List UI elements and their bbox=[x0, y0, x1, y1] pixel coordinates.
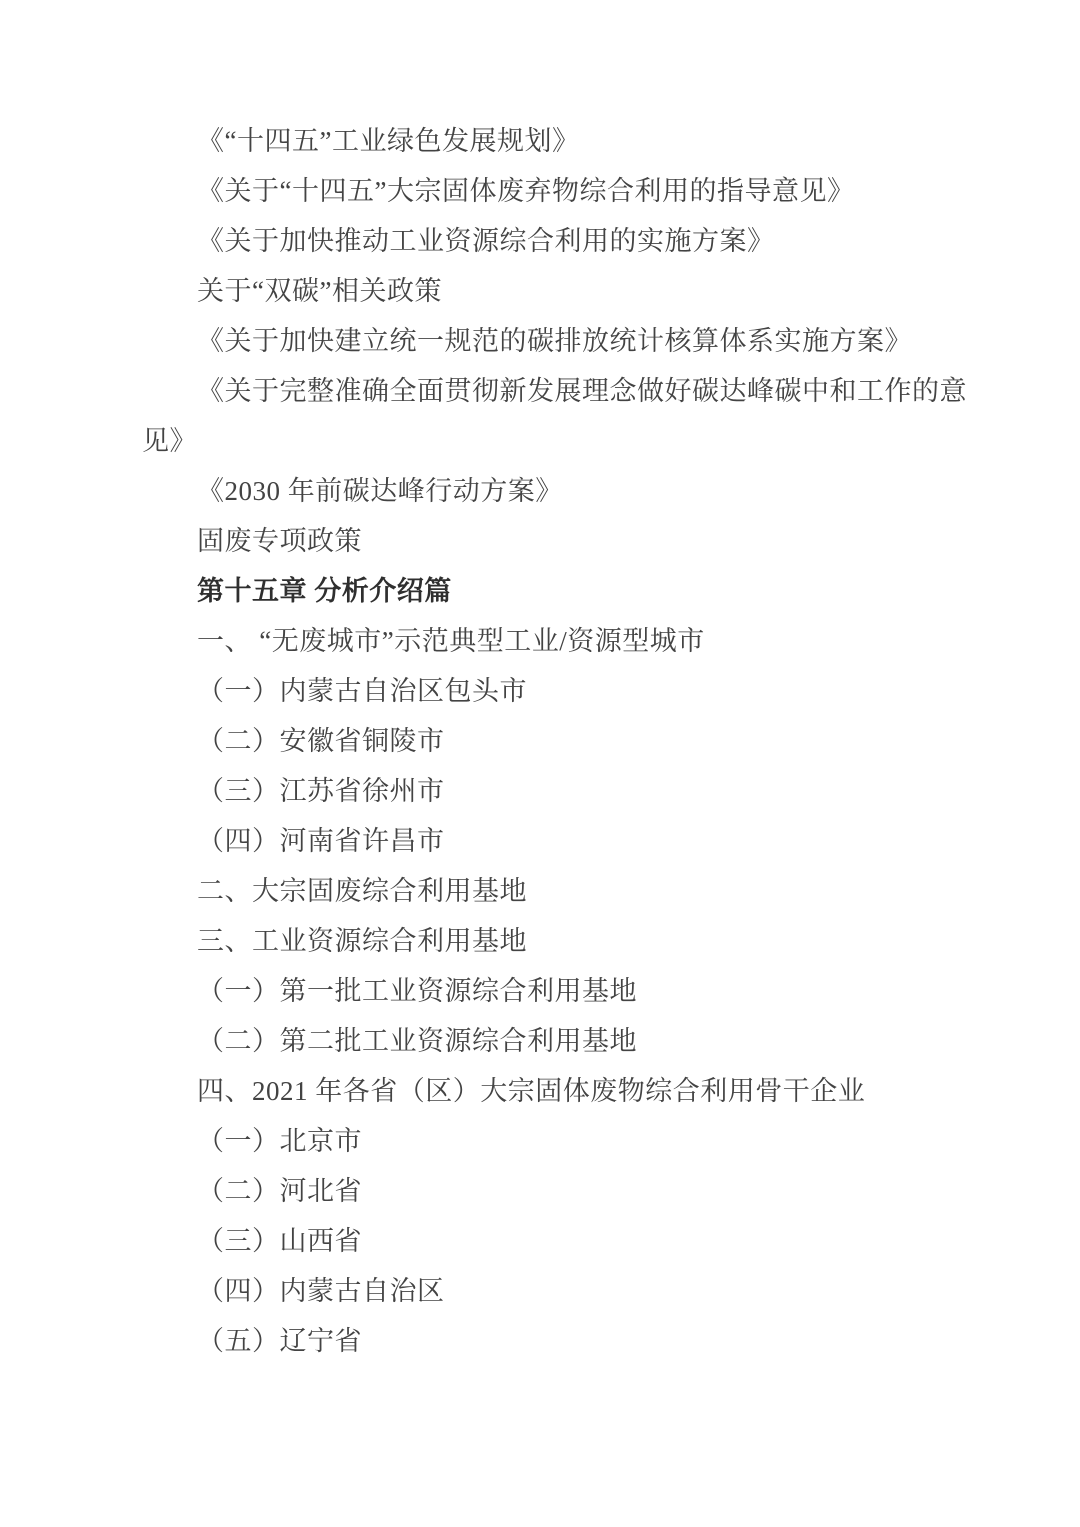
document-line: 关于“双碳”相关政策 bbox=[197, 276, 442, 306]
document-line: 《2030 年前碳达峰行动方案》 bbox=[197, 476, 563, 506]
document-line: （二）第二批工业资源综合利用基地 bbox=[197, 1026, 637, 1056]
document-line: 一、 “无废城市”示范典型工业/资源型城市 bbox=[197, 626, 705, 656]
document-line: （三）山西省 bbox=[197, 1226, 362, 1256]
document-line: （三）江苏省徐州市 bbox=[197, 776, 445, 806]
toc-text-block bbox=[142, 116, 967, 1366]
document-line: 《关于加快建立统一规范的碳排放统计核算体系实施方案》 bbox=[197, 326, 912, 356]
document-line: 《关于“十四五”大宗固体废弃物综合利用的指导意见》 bbox=[197, 176, 855, 206]
document-line: 《“十四五”工业绿色发展规划》 bbox=[197, 126, 580, 156]
document-line: （四）内蒙古自治区 bbox=[197, 1276, 445, 1306]
chapter-heading-line: 第十五章 分析介绍篇 bbox=[197, 576, 452, 606]
document-line: （四）河南省许昌市 bbox=[197, 826, 445, 856]
document-line: （一）北京市 bbox=[197, 1126, 362, 1156]
document-line: 《关于加快推动工业资源综合利用的实施方案》 bbox=[197, 226, 775, 256]
document-line: 四、2021 年各省（区）大宗固体废物综合利用骨干企业 bbox=[197, 1076, 866, 1106]
document-line: 固废专项政策 bbox=[197, 526, 362, 556]
document-line: （二）安徽省铜陵市 bbox=[197, 726, 445, 756]
document-line: 《关于完整准确全面贯彻新发展理念做好碳达峰碳中和工作的意 bbox=[197, 376, 967, 406]
document-line: （二）河北省 bbox=[197, 1176, 362, 1206]
document-line: （五）辽宁省 bbox=[197, 1326, 362, 1356]
document-line: （一）第一批工业资源综合利用基地 bbox=[197, 976, 637, 1006]
document-line: （一）内蒙古自治区包头市 bbox=[197, 676, 527, 706]
document-line: 二、大宗固废综合利用基地 bbox=[197, 876, 527, 906]
document-line: 见》 bbox=[142, 426, 197, 456]
document-line: 三、工业资源综合利用基地 bbox=[197, 926, 527, 956]
